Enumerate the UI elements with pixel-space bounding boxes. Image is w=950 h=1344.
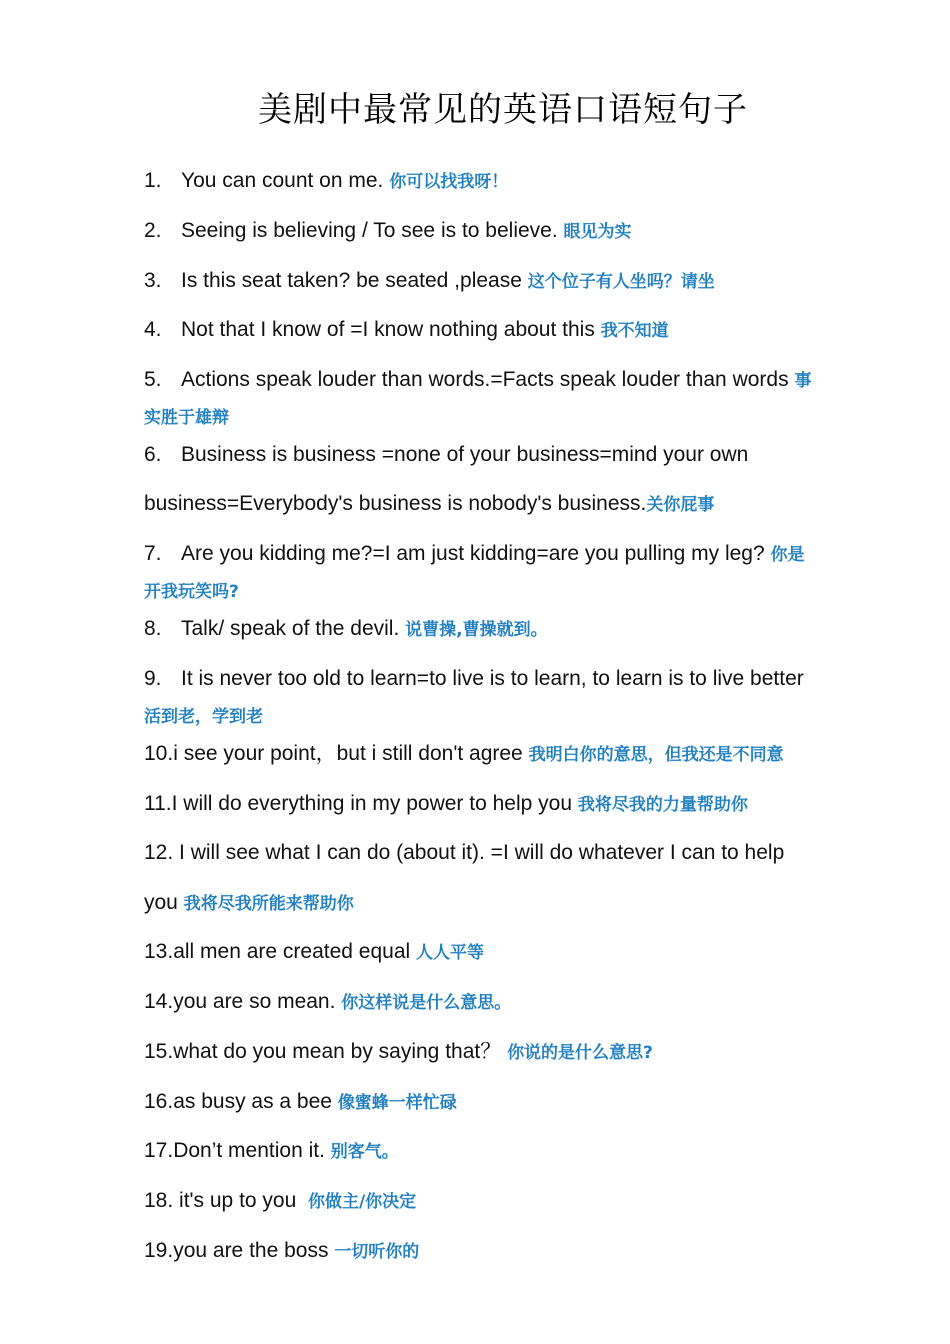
item-number: 1. — [144, 169, 162, 192]
page-title: 美剧中最常见的英语口语短句子 — [258, 90, 748, 130]
english-phrase: 13.all men are created equal — [144, 940, 411, 963]
list-item — [144, 987, 864, 1018]
english-phrase: 17.Don’t mention it. — [144, 1139, 325, 1162]
english-phrase: Talk/ speak of the devil. — [181, 617, 400, 640]
english-phrase: Is this seat taken? be seated ,please — [181, 269, 522, 292]
english-phrase: Are you kidding me?=I am just kidding=are you pulling my leg? — [181, 542, 765, 565]
english-phrase: Seeing is believing / To see is to believe. — [181, 219, 558, 242]
chinese-translation: 关你屁事 — [646, 495, 715, 515]
english-phrase: 12. I will see what I can do (about it). =I will do whatever I can to help — [144, 841, 785, 864]
english-phrase: business=Everybody's business is nobody's business. — [144, 492, 647, 515]
list-item — [144, 166, 864, 197]
list-item — [144, 1087, 864, 1118]
list-item — [144, 739, 864, 770]
chinese-translation: 说曹操,曹操就到。 — [405, 620, 548, 640]
english-phrase: Business is business =none of your business=mind your own — [181, 443, 749, 466]
item-number: 2. — [144, 219, 162, 242]
list-item — [144, 266, 864, 297]
list-item-continuation — [144, 402, 864, 433]
item-number: 6. — [144, 443, 162, 466]
chinese-translation: 像蜜蜂一样忙碌 — [337, 1093, 457, 1113]
english-phrase: You can count on me. — [181, 169, 384, 192]
chinese-translation: 我将尽我所能来帮助你 — [183, 894, 354, 914]
english-phrase: Actions speak louder than words.=Facts speak louder than words — [181, 368, 789, 391]
english-phrase: 16.as busy as a bee — [144, 1090, 332, 1113]
chinese-translation: 人人平等 — [416, 943, 485, 963]
list-item — [144, 1037, 864, 1068]
list-item — [144, 1236, 864, 1267]
english-phrase: 18. it's up to you — [144, 1189, 297, 1212]
chinese-translation: 别客气。 — [330, 1142, 399, 1162]
chinese-translation: 你这样说是什么意思。 — [341, 993, 512, 1013]
chinese-translation: 你说的是什么意思? — [507, 1043, 653, 1063]
chinese-translation: 实胜于雄辩 — [144, 408, 229, 428]
chinese-translation: 我不知道 — [600, 321, 669, 341]
list-item — [144, 789, 864, 820]
list-item — [144, 440, 864, 470]
list-item — [144, 315, 864, 346]
english-phrase: you — [144, 891, 178, 914]
chinese-translation: 事 — [794, 371, 812, 391]
item-number: 5. — [144, 368, 162, 391]
chinese-translation: 眼见为实 — [563, 222, 632, 242]
chinese-translation: 你做主/你决定 — [307, 1192, 417, 1212]
list-item — [144, 664, 864, 694]
list-item-continuation — [144, 888, 864, 919]
chinese-translation: 你是 — [770, 545, 805, 565]
list-item — [144, 1136, 864, 1167]
list-item-continuation — [144, 489, 864, 520]
chinese-translation: 开我玩笑吗? — [144, 582, 239, 602]
list-item — [144, 216, 864, 247]
english-phrase: It is never too old to learn=to live is to learn, to learn is to live better — [181, 667, 804, 690]
list-item — [144, 1186, 864, 1217]
english-phrase: 10.i see your point，but i still don't agree — [144, 742, 523, 765]
chinese-translation: 活到老，学到老 — [144, 707, 263, 727]
chinese-translation: 我将尽我的力量帮助你 — [577, 795, 748, 815]
item-number: 3. — [144, 269, 162, 292]
list-item — [144, 539, 864, 570]
chinese-translation: 我明白你的意思，但我还是不同意 — [528, 745, 784, 765]
chinese-translation: 你可以找我呀！ — [389, 172, 509, 192]
english-phrase: Not that I know of =I know nothing about this — [181, 318, 595, 341]
list-item-continuation — [144, 701, 864, 732]
list-item — [144, 937, 864, 968]
item-number: 4. — [144, 318, 162, 341]
english-phrase: 11.I will do everything in my power to help you — [144, 792, 572, 815]
list-item-continuation — [144, 576, 864, 607]
list-item — [144, 365, 864, 396]
item-number: 9. — [144, 667, 162, 690]
english-phrase: 15.what do you mean by saying that？ — [144, 1040, 502, 1063]
chinese-translation: 这个位子有人坐吗？请坐 — [527, 272, 715, 292]
item-number: 7. — [144, 542, 162, 565]
english-phrase: 19.you are the boss — [144, 1239, 329, 1262]
list-item — [144, 838, 864, 868]
english-phrase: 14.you are so mean. — [144, 990, 336, 1013]
item-number: 8. — [144, 617, 162, 640]
chinese-translation: 一切听你的 — [334, 1242, 420, 1262]
list-item — [144, 614, 864, 645]
